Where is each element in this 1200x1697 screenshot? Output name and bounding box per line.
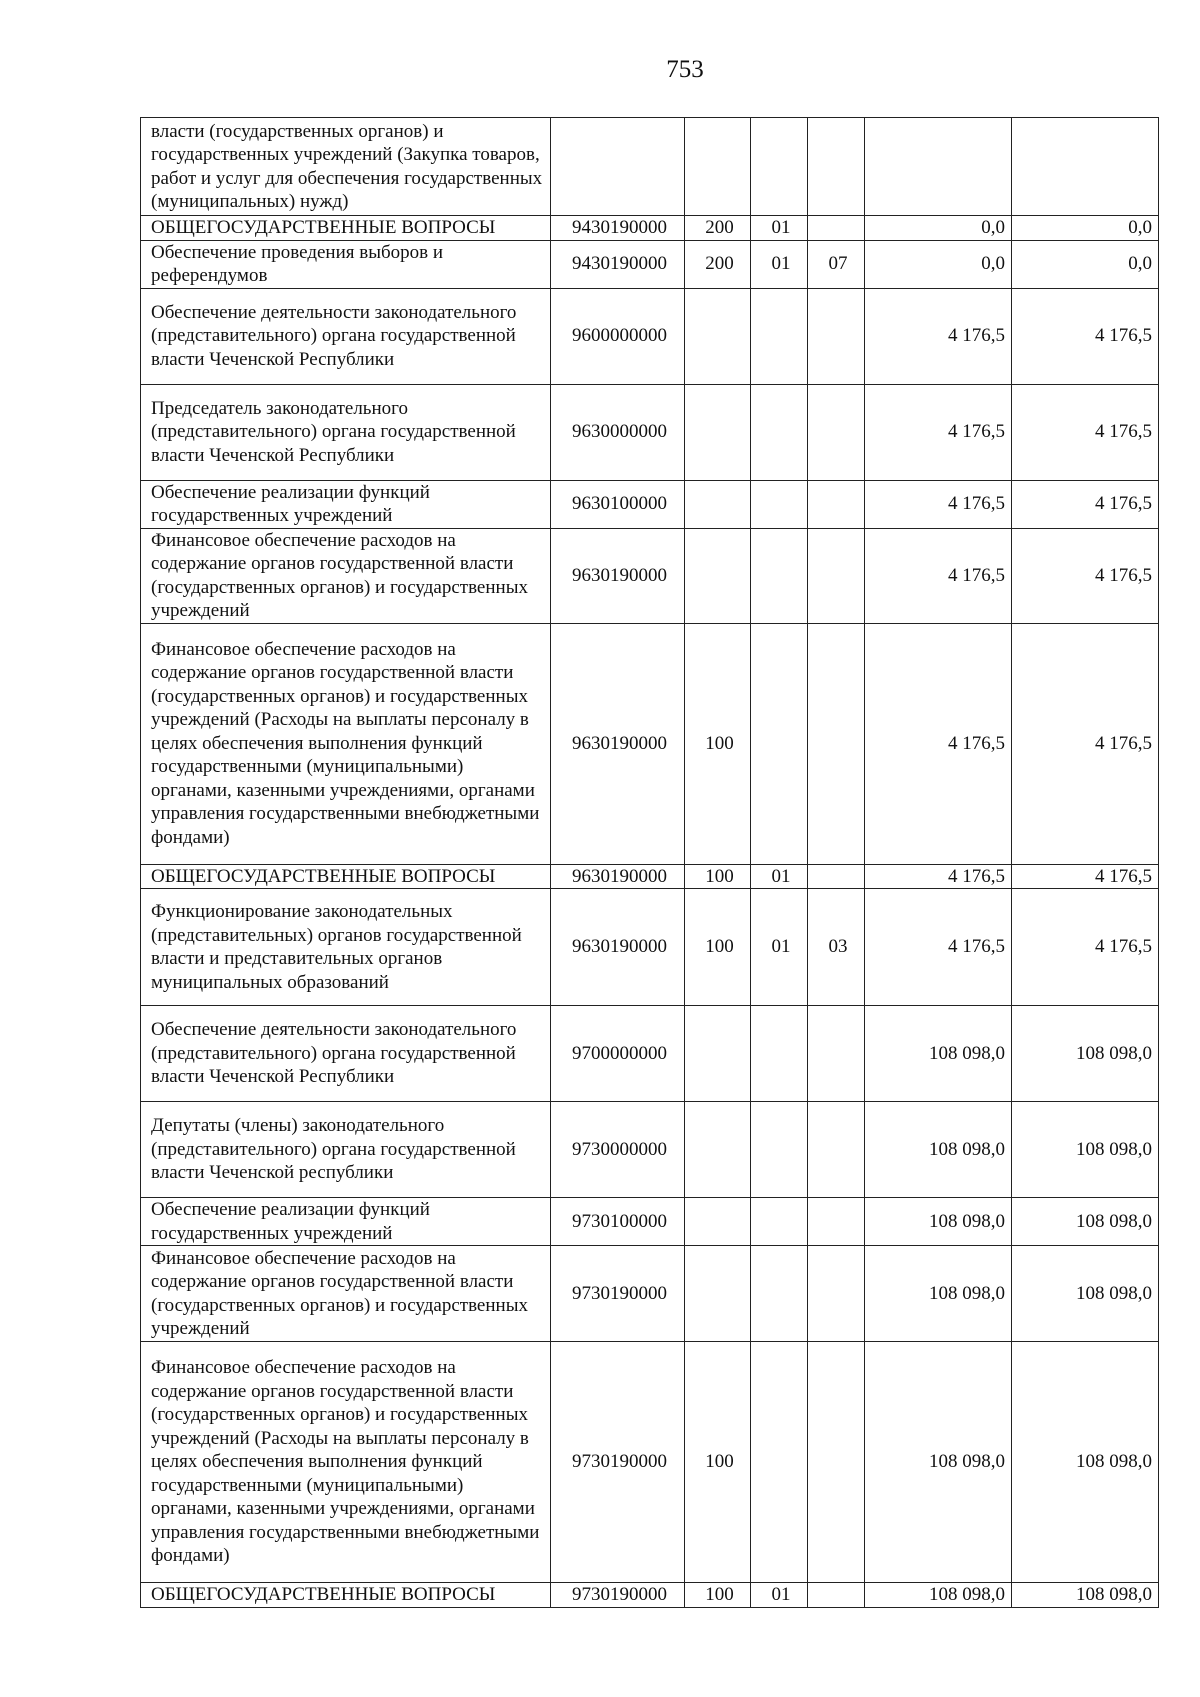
cell-subsection (808, 1198, 865, 1246)
cell-expense-type (685, 528, 751, 623)
cell-amount-2: 108 098,0 (1012, 1246, 1159, 1342)
cell-target-code: 9730190000 (551, 1583, 685, 1608)
cell-amount-2: 108 098,0 (1012, 1198, 1159, 1246)
cell-name: власти (государственных органов) и государственных учреждений (Закупка товаров, работ и услуг для обеспечения государственных (муниципальных) нужд) (141, 118, 551, 216)
cell-amount-2: 4 176,5 (1012, 288, 1159, 384)
cell-amount-1: 108 098,0 (865, 1246, 1012, 1342)
cell-amount-1: 108 098,0 (865, 1342, 1012, 1583)
cell-target-code: 9630000000 (551, 384, 685, 480)
cell-amount-1: 4 176,5 (865, 864, 1012, 889)
cell-section: 01 (751, 216, 808, 241)
cell-subsection (808, 1246, 865, 1342)
cell-target-code: 9430190000 (551, 240, 685, 288)
cell-amount-1: 0,0 (865, 216, 1012, 241)
cell-subsection (808, 1102, 865, 1198)
table-row (141, 528, 1159, 623)
cell-subsection: 07 (808, 240, 865, 288)
cell-section (751, 1342, 808, 1583)
table-row (141, 864, 1159, 889)
cell-expense-type (685, 1246, 751, 1342)
cell-expense-type: 100 (685, 1342, 751, 1583)
cell-amount-2: 4 176,5 (1012, 864, 1159, 889)
table-row (141, 1342, 1159, 1583)
cell-subsection (808, 118, 865, 216)
cell-subsection (808, 528, 865, 623)
cell-subsection (808, 1583, 865, 1608)
cell-expense-type (685, 288, 751, 384)
table-row (141, 216, 1159, 241)
cell-amount-1: 4 176,5 (865, 288, 1012, 384)
table-row (141, 384, 1159, 480)
cell-section (751, 528, 808, 623)
cell-amount-2: 4 176,5 (1012, 384, 1159, 480)
table-row (141, 480, 1159, 528)
cell-subsection (808, 1006, 865, 1102)
cell-amount-2: 108 098,0 (1012, 1102, 1159, 1198)
cell-amount-1: 108 098,0 (865, 1198, 1012, 1246)
cell-section (751, 118, 808, 216)
cell-name: Функционирование законодательных (представительных) органов государственной власти и представительных органов муниципальных образований (141, 889, 551, 1006)
cell-amount-1: 108 098,0 (865, 1006, 1012, 1102)
cell-amount-2: 4 176,5 (1012, 889, 1159, 1006)
budget-table (140, 117, 1159, 1608)
table-row (141, 1102, 1159, 1198)
cell-expense-type: 100 (685, 1583, 751, 1608)
cell-subsection (808, 480, 865, 528)
cell-target-code: 9630190000 (551, 528, 685, 623)
cell-name: Обеспечение проведения выборов и референдумов (141, 240, 551, 288)
cell-expense-type: 200 (685, 216, 751, 241)
cell-expense-type (685, 1006, 751, 1102)
table-row (141, 889, 1159, 1006)
cell-amount-2: 4 176,5 (1012, 623, 1159, 864)
table-body (141, 118, 1159, 1608)
cell-target-code: 9730100000 (551, 1198, 685, 1246)
cell-name: Финансовое обеспечение расходов на содержание органов государственной власти (государственных органов) и государственных учреждений (Расходы на выплаты персоналу в целях обеспечения выполнения функций государственными (муниципальными) органами, казенными учреждениями, органами управления государственными внебюджетными фондами) (141, 623, 551, 864)
cell-section (751, 1198, 808, 1246)
cell-amount-1: 4 176,5 (865, 480, 1012, 528)
cell-amount-1: 4 176,5 (865, 384, 1012, 480)
cell-amount-1: 108 098,0 (865, 1583, 1012, 1608)
cell-amount-2: 4 176,5 (1012, 528, 1159, 623)
cell-section: 01 (751, 864, 808, 889)
cell-target-code: 9600000000 (551, 288, 685, 384)
cell-target-code (551, 118, 685, 216)
cell-section: 01 (751, 240, 808, 288)
cell-amount-2 (1012, 118, 1159, 216)
cell-expense-type: 200 (685, 240, 751, 288)
table-row (141, 623, 1159, 864)
cell-expense-type (685, 118, 751, 216)
cell-expense-type (685, 1102, 751, 1198)
cell-amount-1: 0,0 (865, 240, 1012, 288)
cell-section (751, 623, 808, 864)
cell-target-code: 9430190000 (551, 216, 685, 241)
cell-target-code: 9630190000 (551, 889, 685, 1006)
cell-subsection (808, 384, 865, 480)
cell-section (751, 384, 808, 480)
page-number: 753 (666, 56, 704, 83)
cell-section (751, 1006, 808, 1102)
cell-name: ОБЩЕГОСУДАРСТВЕННЫЕ ВОПРОСЫ (141, 1583, 551, 1608)
cell-target-code: 9730000000 (551, 1102, 685, 1198)
cell-amount-1: 4 176,5 (865, 528, 1012, 623)
cell-section (751, 480, 808, 528)
cell-section (751, 1246, 808, 1342)
cell-expense-type: 100 (685, 864, 751, 889)
cell-name: Депутаты (члены) законодательного (представительного) органа государственной власти Чеченской республики (141, 1102, 551, 1198)
cell-target-code: 9730190000 (551, 1342, 685, 1583)
cell-section: 01 (751, 889, 808, 1006)
cell-target-code: 9630190000 (551, 623, 685, 864)
cell-expense-type (685, 1198, 751, 1246)
cell-amount-2: 0,0 (1012, 216, 1159, 241)
table-row (141, 288, 1159, 384)
cell-name: Обеспечение реализации функций государственных учреждений (141, 1198, 551, 1246)
cell-name: Обеспечение реализации функций государственных учреждений (141, 480, 551, 528)
cell-target-code: 9700000000 (551, 1006, 685, 1102)
cell-target-code: 9730190000 (551, 1246, 685, 1342)
cell-expense-type: 100 (685, 623, 751, 864)
cell-target-code: 9630190000 (551, 864, 685, 889)
cell-section: 01 (751, 1583, 808, 1608)
table-row (141, 118, 1159, 216)
cell-name: Председатель законодательного (представительного) органа государственной власти Чеченской Республики (141, 384, 551, 480)
cell-name: Финансовое обеспечение расходов на содержание органов государственной власти (государственных органов) и государственных учреждений (Расходы на выплаты персоналу в целях обеспечения выполнения функций государственными (муниципальными) органами, казенными учреждениями, органами управления государственными внебюджетными фондами) (141, 1342, 551, 1583)
cell-subsection (808, 1342, 865, 1583)
cell-name: Финансовое обеспечение расходов на содержание органов государственной власти (государственных органов) и государственных учреждений (141, 1246, 551, 1342)
cell-name: Обеспечение деятельности законодательного (представительного) органа государственной власти Чеченской Республики (141, 288, 551, 384)
cell-section (751, 288, 808, 384)
cell-amount-2: 108 098,0 (1012, 1583, 1159, 1608)
cell-amount-2: 108 098,0 (1012, 1342, 1159, 1583)
cell-subsection (808, 623, 865, 864)
cell-name: ОБЩЕГОСУДАРСТВЕННЫЕ ВОПРОСЫ (141, 864, 551, 889)
cell-expense-type (685, 384, 751, 480)
table-row (141, 1198, 1159, 1246)
cell-subsection: 03 (808, 889, 865, 1006)
cell-section (751, 1102, 808, 1198)
cell-amount-2: 108 098,0 (1012, 1006, 1159, 1102)
cell-amount-2: 4 176,5 (1012, 480, 1159, 528)
cell-amount-1: 4 176,5 (865, 889, 1012, 1006)
cell-subsection (808, 864, 865, 889)
cell-name: Обеспечение деятельности законодательного (представительного) органа государственной власти Чеченской Республики (141, 1006, 551, 1102)
cell-subsection (808, 288, 865, 384)
cell-expense-type: 100 (685, 889, 751, 1006)
cell-expense-type (685, 480, 751, 528)
table-row (141, 1583, 1159, 1608)
cell-name: ОБЩЕГОСУДАРСТВЕННЫЕ ВОПРОСЫ (141, 216, 551, 241)
cell-target-code: 9630100000 (551, 480, 685, 528)
cell-name: Финансовое обеспечение расходов на содержание органов государственной власти (государственных органов) и государственных учреждений (141, 528, 551, 623)
cell-amount-1: 108 098,0 (865, 1102, 1012, 1198)
cell-amount-1 (865, 118, 1012, 216)
table-row (141, 1006, 1159, 1102)
table-row (141, 1246, 1159, 1342)
cell-subsection (808, 216, 865, 241)
table-row (141, 240, 1159, 288)
cell-amount-2: 0,0 (1012, 240, 1159, 288)
cell-amount-1: 4 176,5 (865, 623, 1012, 864)
